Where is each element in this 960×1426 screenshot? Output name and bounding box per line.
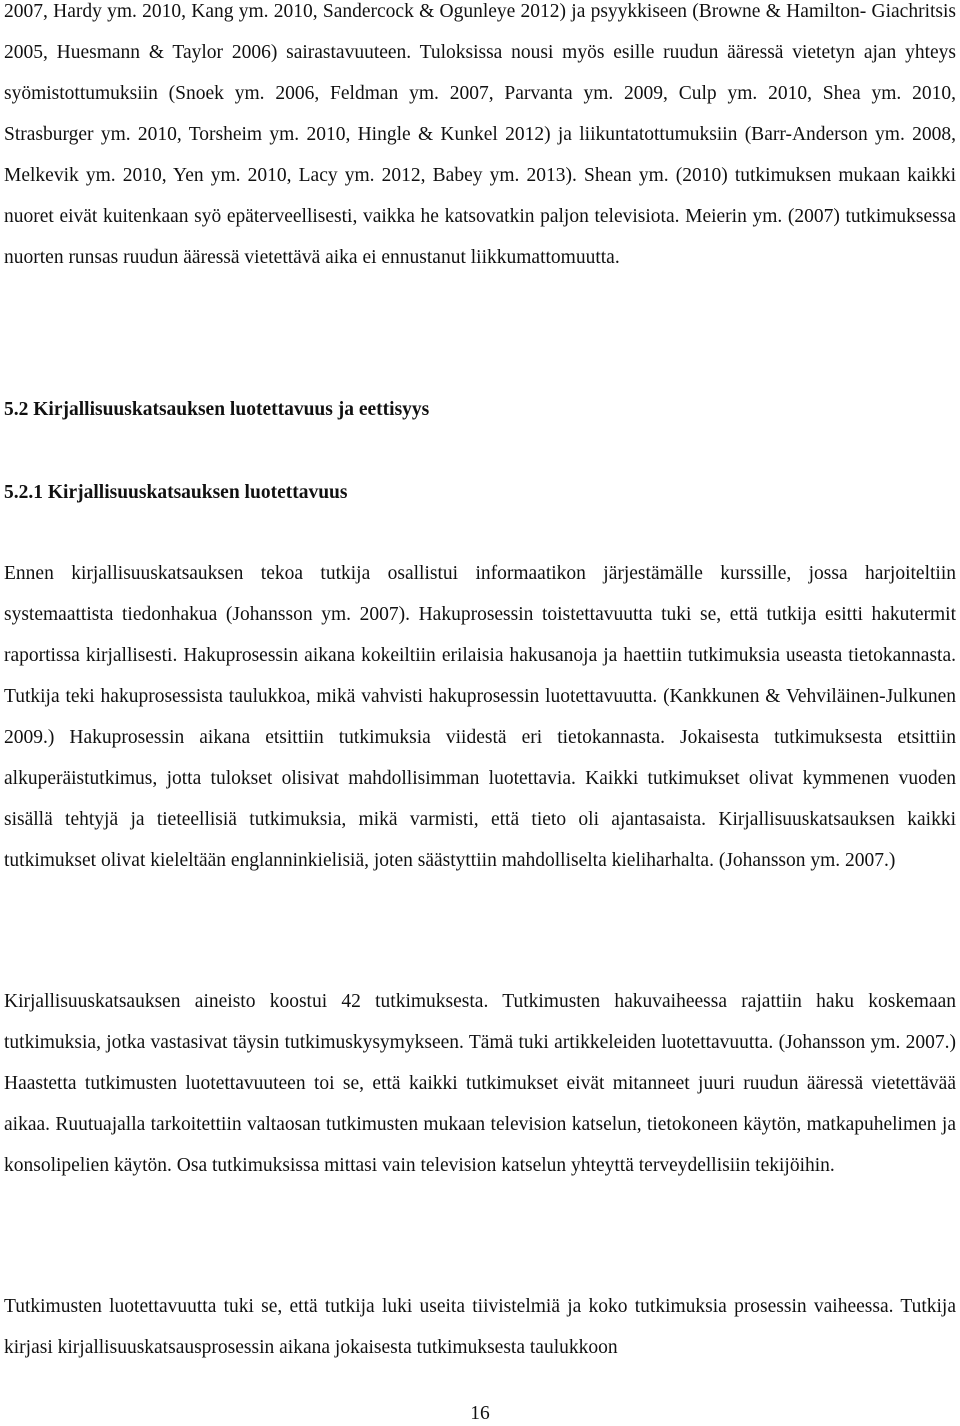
subsection-heading: 5.2.1 Kirjallisuuskatsauksen luotettavuus	[4, 482, 348, 503]
body-paragraph-3: Tutkimusten luotettavuutta tuki se, että tutkija luki useita tiivistelmiä ja koko tutkimuksia prosessin vaiheessa. Tutkija kirjasi kirjallisuuskatsausprosessin aikana jokaisesta tutkimuksesta taulukkoon	[4, 1296, 956, 1358]
document-page	[4, 0, 956, 1425]
section-heading: 5.2 Kirjallisuuskatsauksen luotettavuus ja eettisyys	[4, 399, 430, 420]
continuation-paragraph: 2007, Hardy ym. 2010, Kang ym. 2010, Sandercock & Ogunleye 2012) ja psyykkiseen (Browne & Hamilton- Giachritsis 2005, Huesmann & Taylor 2006) sairastavuuteen. Tuloksissa nousi myös esille ruudun ääressä vietetyn ajan yhteys syömistottumuksiin (Snoek ym. 2006, Feldman ym. 2007, Parvanta ym. 2009, Culp ym. 2010, Shea ym. 2010, Strasburger ym. 2010, Torsheim ym. 2010, Hingle & Kunkel 2012) ja liikuntatottumuksiin (Barr-Anderson ym. 2008, Melkevik ym. 2010, Yen ym. 2010, Lacy ym. 2012, Babey ym. 2013). Shean ym. (2010) tutkimuksen mukaan kaikki nuoret eivät kuitenkaan syö epäterveellisesti, vaikka he katsovatkin paljon televisiota. Meierin ym. (2007) tutkimuksessa nuorten runsas ruudun ääressä vietettävä aika ei ennustanut liikkumattomuutta.	[4, 1, 956, 268]
body-paragraph-1: Ennen kirjallisuuskatsauksen tekoa tutkija osallistui informaatikon järjestämälle kurssille, jossa harjoiteltiin systemaattista tiedonhakua (Johansson ym. 2007). Hakuprosessin toistettavuutta tuki se, että tutkija esitti hakutermit raportissa kirjallisesti. Hakuprosessin aikana kokeiltiin erilaisia hakusanoja ja haettiin tutkimuksia useasta tietokannasta. Tutkija teki hakuprosessista taulukkoa, mikä vahvisti hakuprosessin luotettavuutta. (Kankkunen & Vehviläinen-Julkunen 2009.) Hakuprosessin aikana etsittiin tutkimuksia viidestä eri tietokannasta. Jokaisesta tutkimuksesta etsittiin alkuperäistutkimus, jotta tulokset olisivat mahdollisimman luotettavia. Kaikki tutkimukset olivat kymmenen vuoden sisällä tehtyjä ja tieteellisiä tutkimuksia, mikä varmisti, että tieto oli ajantasaista. Kirjallisuuskatsauksen kaikki tutkimukset olivat kieleltään englanninkielisiä, joten säästyttiin mahdolliselta kieliharhalta. (Johansson ym. 2007.)	[4, 563, 956, 871]
body-paragraph-2: Kirjallisuuskatsauksen aineisto koostui 42 tutkimuksesta. Tutkimusten hakuvaiheessa rajattiin haku koskemaan tutkimuksia, jotka vastasivat täysin tutkimuskysymykseen. Tämä tuki artikkeleiden luotettavuutta. (Johansson ym. 2007.) Haastetta tutkimusten luotettavuuteen toi se, että kaikki tutkimukset eivät mitanneet juuri ruudun ääressä vietettävää aikaa. Ruutuajalla tarkoitettiin valtaosan tutkimusten mukaan television katselun, tietokoneen käytön, matkapuhelimen ja konsolipelien käytön. Osa tutkimuksissa mittasi vain television katselun yhteyttä terveydellisiin tekijöihin.	[4, 991, 956, 1176]
page-number: 16	[470, 1403, 490, 1424]
